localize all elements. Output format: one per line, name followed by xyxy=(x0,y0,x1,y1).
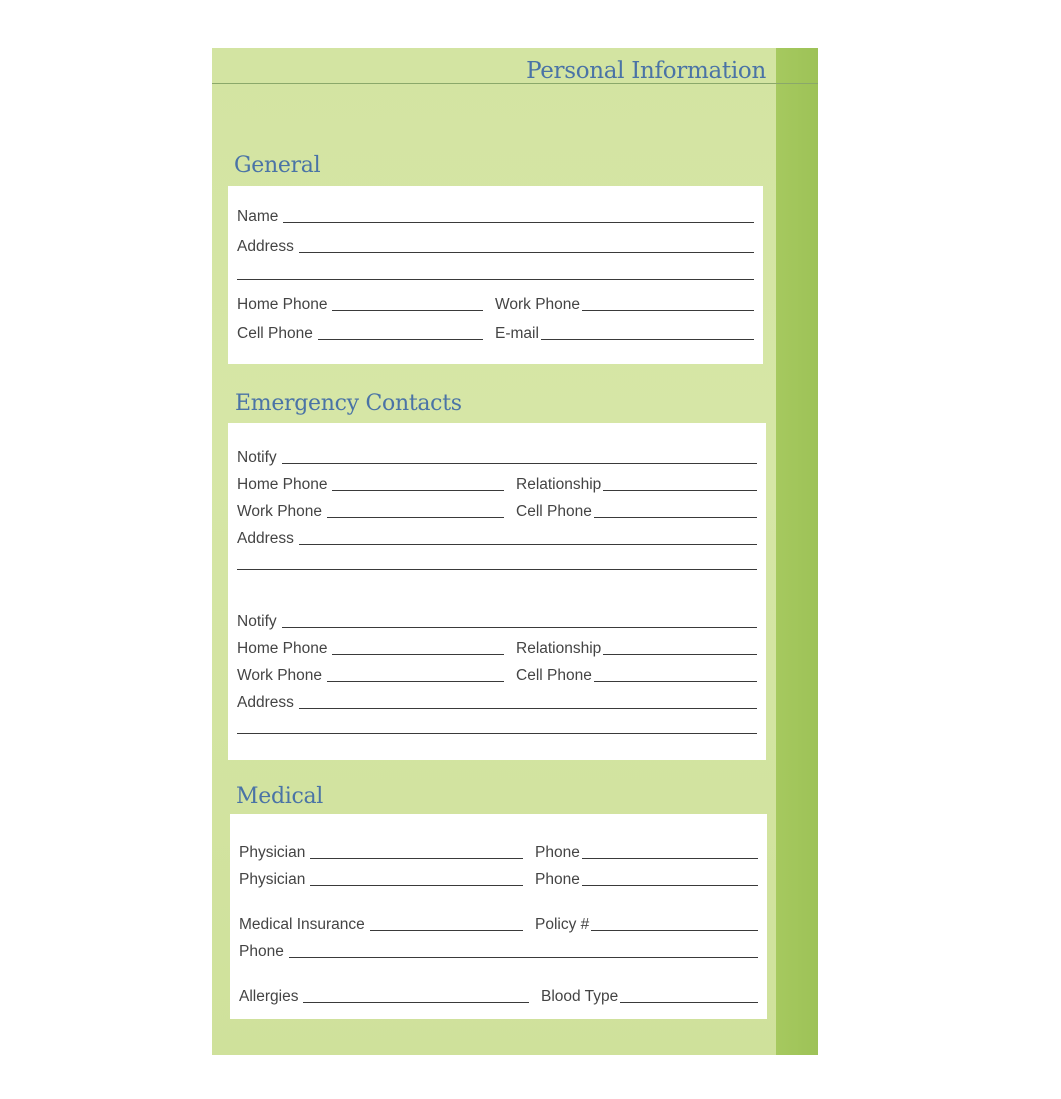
physician-field[interactable] xyxy=(310,885,523,886)
cell-phone-field[interactable] xyxy=(318,339,483,340)
emergency-card xyxy=(228,423,766,760)
physician-label: Physician xyxy=(239,871,306,888)
policy-label: Policy # xyxy=(535,916,590,933)
notify-label: Notify xyxy=(237,613,277,630)
work-phone-field[interactable] xyxy=(327,517,504,518)
policy-field[interactable] xyxy=(591,930,758,931)
work-phone-field[interactable] xyxy=(327,681,504,682)
work-phone-label: Work Phone xyxy=(237,667,323,684)
email-label: E-mail xyxy=(495,325,539,342)
home-phone-label: Home Phone xyxy=(237,296,328,313)
cell-email-row xyxy=(237,323,754,343)
physician-field[interactable] xyxy=(310,858,523,859)
address-row xyxy=(237,236,754,256)
phone-label: Phone xyxy=(535,871,580,888)
work-cell-row xyxy=(237,501,757,521)
relationship-label: Relationship xyxy=(516,476,602,493)
physician-label: Physician xyxy=(239,844,306,861)
insurance-label: Medical Insurance xyxy=(239,916,365,933)
form-page xyxy=(212,48,818,1055)
address-field[interactable] xyxy=(299,252,754,253)
relationship-label: Relationship xyxy=(516,640,602,657)
notify-field[interactable] xyxy=(282,627,757,628)
section-title-general: General xyxy=(234,153,321,178)
address-label: Address xyxy=(237,694,294,711)
general-card xyxy=(228,186,763,364)
address-field-line-2[interactable] xyxy=(237,569,757,570)
address-field[interactable] xyxy=(299,708,757,709)
home-phone-label: Home Phone xyxy=(237,640,328,657)
name-field[interactable] xyxy=(283,222,754,223)
home-phone-field[interactable] xyxy=(332,490,504,491)
allergies-label: Allergies xyxy=(239,988,299,1005)
insurance-field[interactable] xyxy=(370,930,523,931)
physician-row xyxy=(239,842,758,862)
notify-field[interactable] xyxy=(282,463,757,464)
work-phone-field[interactable] xyxy=(582,310,754,311)
work-phone-label: Work Phone xyxy=(237,503,323,520)
cell-phone-label: Cell Phone xyxy=(516,503,592,520)
allergies-field[interactable] xyxy=(303,1002,529,1003)
address-label: Address xyxy=(237,530,294,547)
allergies-row xyxy=(239,986,758,1006)
cell-phone-field[interactable] xyxy=(594,681,757,682)
insurance-row xyxy=(239,914,758,934)
address-field[interactable] xyxy=(299,544,757,545)
insurance-phone-row xyxy=(239,941,758,961)
blood-type-field[interactable] xyxy=(620,1002,758,1003)
address-field-line-2[interactable] xyxy=(237,279,754,280)
address-row xyxy=(237,692,757,712)
page-title: Personal Information xyxy=(526,58,766,84)
section-title-emergency: Emergency Contacts xyxy=(235,391,462,416)
medical-card xyxy=(230,814,767,1019)
address-field-line-2[interactable] xyxy=(237,733,757,734)
physician-phone-field[interactable] xyxy=(582,885,758,886)
cell-phone-label: Cell Phone xyxy=(516,667,592,684)
phone-label: Phone xyxy=(239,943,284,960)
notify-row xyxy=(237,447,757,467)
physician-row xyxy=(239,869,758,889)
home-phone-label: Home Phone xyxy=(237,476,328,493)
notify-label: Notify xyxy=(237,449,277,466)
insurance-phone-field[interactable] xyxy=(289,957,758,958)
blood-type-label: Blood Type xyxy=(541,988,619,1005)
phone-row xyxy=(237,294,754,314)
home-relationship-row xyxy=(237,474,757,494)
name-label: Name xyxy=(237,208,279,225)
work-cell-row xyxy=(237,665,757,685)
cell-phone-label: Cell Phone xyxy=(237,325,313,342)
address-label: Address xyxy=(237,238,294,255)
name-row xyxy=(237,206,754,226)
relationship-field[interactable] xyxy=(603,654,757,655)
home-phone-field[interactable] xyxy=(332,310,483,311)
relationship-field[interactable] xyxy=(603,490,757,491)
page-edge-strip xyxy=(776,48,818,1055)
work-phone-label: Work Phone xyxy=(495,296,581,313)
home-phone-field[interactable] xyxy=(332,654,504,655)
address-row xyxy=(237,528,757,548)
notify-row xyxy=(237,611,757,631)
home-relationship-row xyxy=(237,638,757,658)
section-title-medical: Medical xyxy=(236,784,324,809)
phone-label: Phone xyxy=(535,844,580,861)
physician-phone-field[interactable] xyxy=(582,858,758,859)
cell-phone-field[interactable] xyxy=(594,517,757,518)
email-field[interactable] xyxy=(541,339,754,340)
